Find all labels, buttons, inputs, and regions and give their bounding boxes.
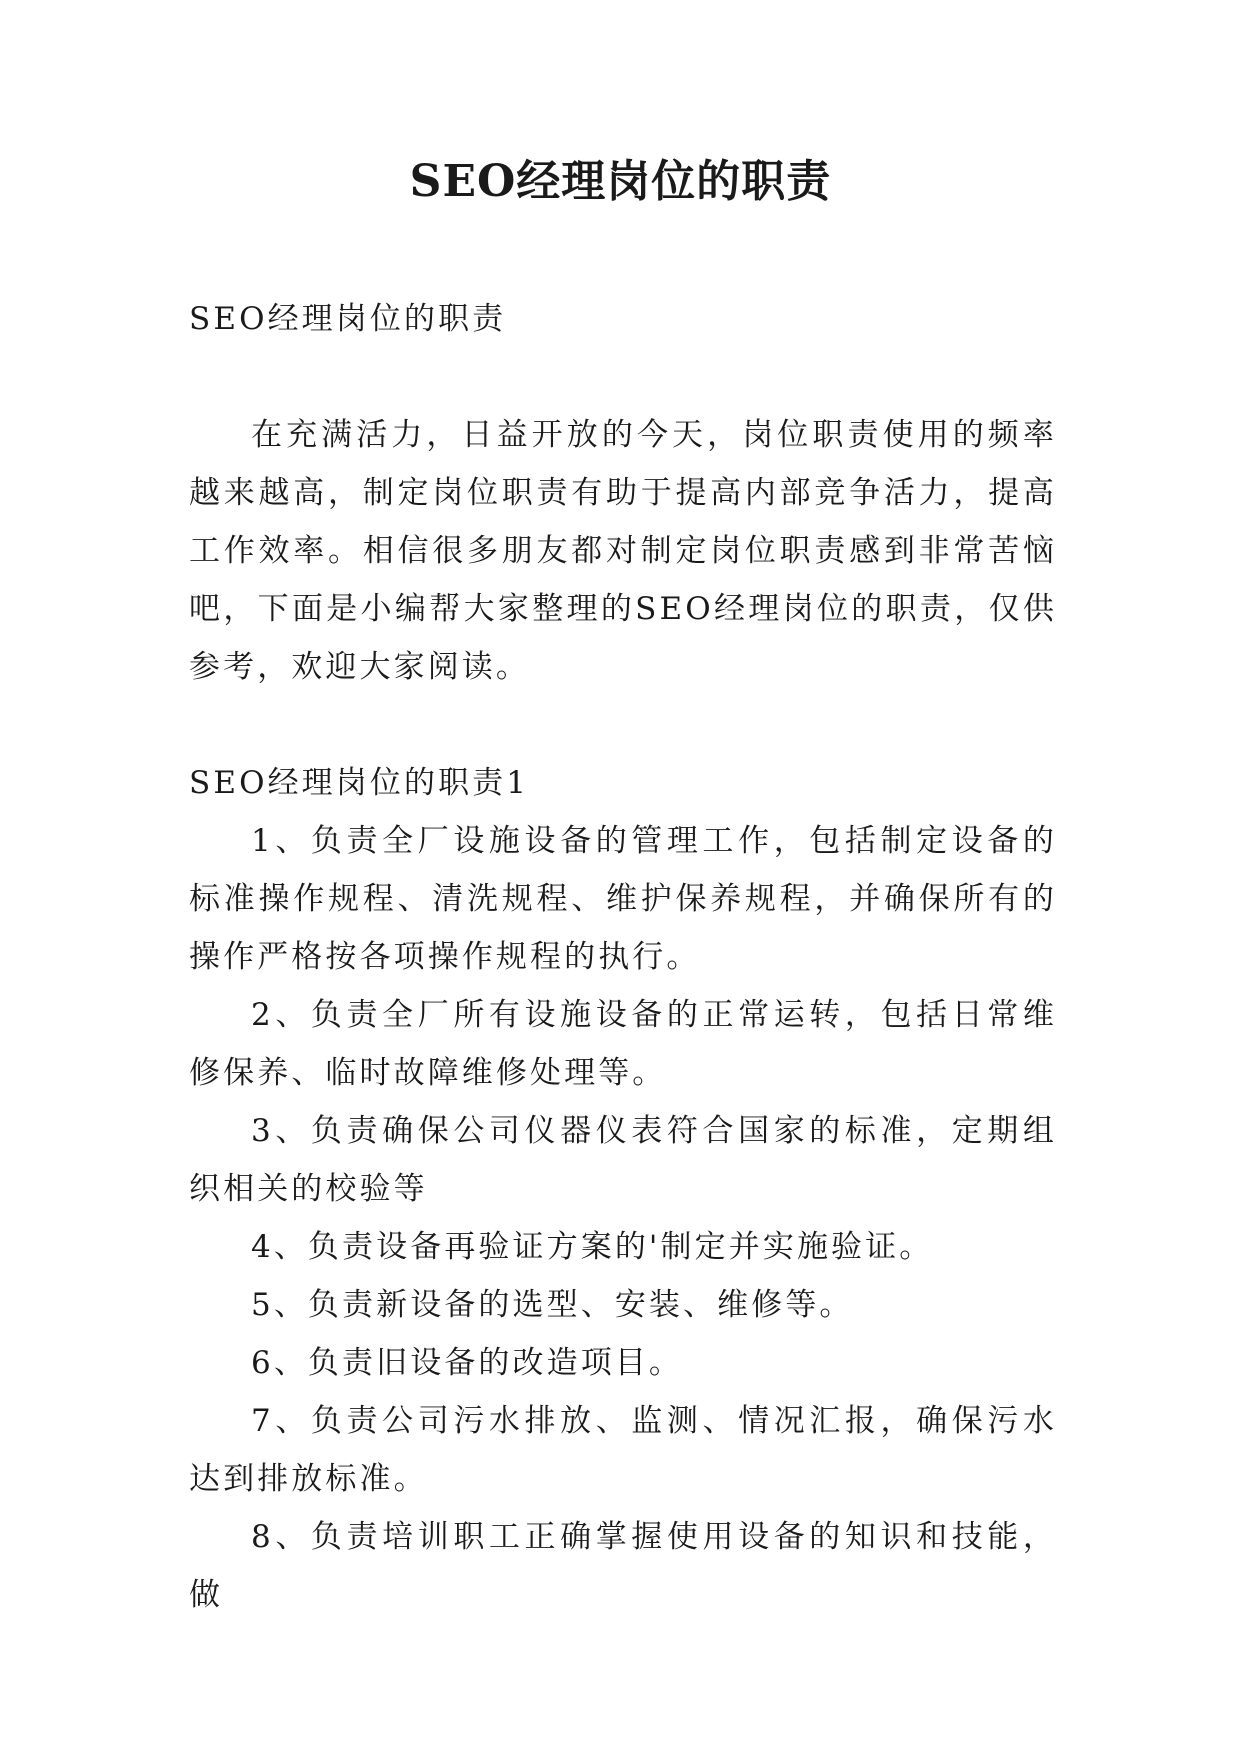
duty-item-2: 2、负责全厂所有设施设备的正常运转，包括日常维修保养、临时故障维修处理等。 bbox=[189, 997, 1057, 1091]
intro-paragraph: 在充满活力，日益开放的今天，岗位职责使用的频率越来越高，制定岗位职责有助于提高内部竞争活力，提高工作效率。相信很多朋友都对制定岗位职责感到非常苦恼吧，下面是小编帮大家整理的SEO经理岗位的职责，仅供参考，欢迎大家阅读。 bbox=[189, 417, 1057, 685]
section-heading: SEO经理岗位的职责1 bbox=[189, 765, 530, 801]
duty-item-1: 1、负责全厂设施设备的管理工作，包括制定设备的标准操作规程、清洗规程、维护保养规程，并确保所有的操作严格按各项操作规程的执行。 bbox=[189, 823, 1057, 975]
duty-item-6: 6、负责旧设备的改造项目。 bbox=[251, 1345, 684, 1381]
duty-item-5: 5、负责新设备的选型、安装、维修等。 bbox=[251, 1287, 854, 1323]
document-subtitle: SEO经理岗位的职责 bbox=[189, 301, 507, 337]
duty-item-7: 7、负责公司污水排放、监测、情况汇报，确保污水达到排放标准。 bbox=[189, 1403, 1057, 1497]
document-body bbox=[189, 290, 1057, 1624]
duty-item-3: 3、负责确保公司仪器仪表符合国家的标准，定期组织相关的校验等 bbox=[189, 1113, 1057, 1207]
document-title: SEO经理岗位的职责 bbox=[409, 156, 832, 207]
duty-item-8: 8、负责培训职工正确掌握使用设备的知识和技能，做 bbox=[189, 1519, 1057, 1613]
duty-item-4: 4、负责设备再验证方案的'制定并实施验证。 bbox=[251, 1229, 934, 1265]
